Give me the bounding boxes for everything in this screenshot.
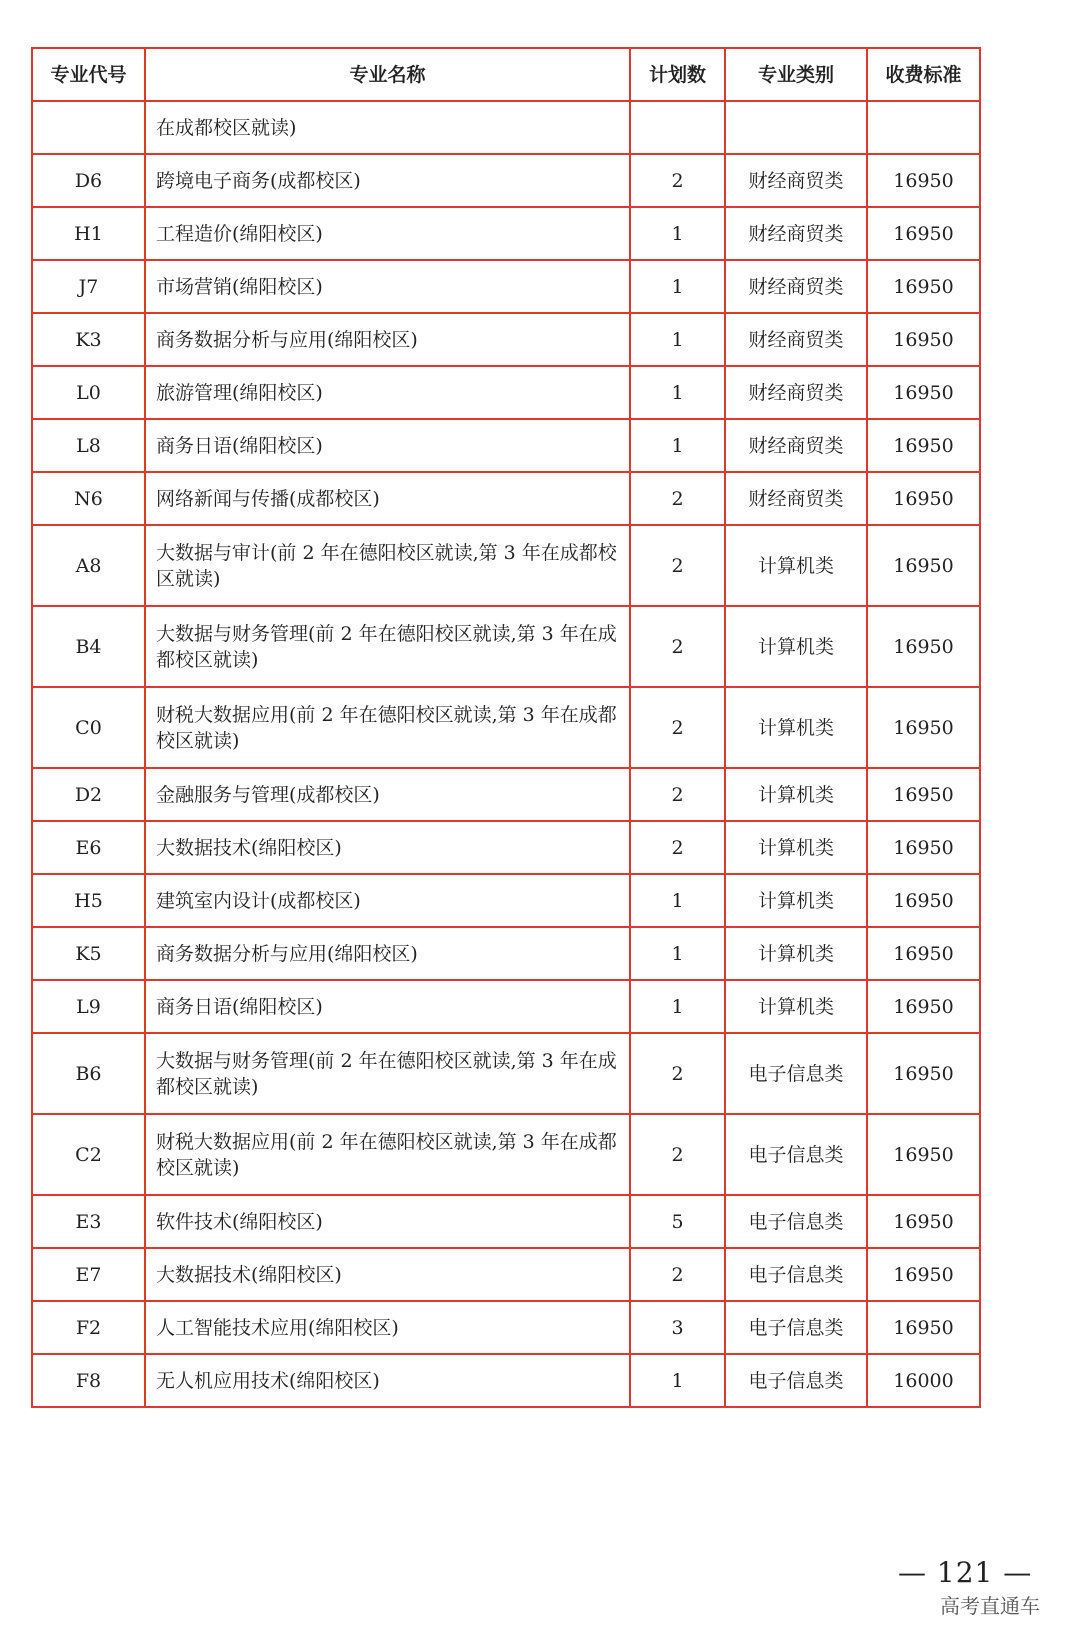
- cell-code: H5: [32, 874, 145, 927]
- cell-fee: 16950: [867, 874, 980, 927]
- header-name: 专业名称: [145, 48, 630, 101]
- table-row: [32, 1195, 980, 1248]
- table-row: [32, 768, 980, 821]
- cell-name: 网络新闻与传播(成都校区): [145, 472, 630, 525]
- cell-code: C0: [32, 687, 145, 768]
- cell-name: 大数据与审计(前 2 年在德阳校区就读,第 3 年在成都校区就读): [145, 525, 630, 606]
- cell-category: 计算机类: [725, 874, 867, 927]
- table-row: [32, 1301, 980, 1354]
- table-row: [32, 472, 980, 525]
- table-row: [32, 366, 980, 419]
- cell-fee: 16950: [867, 154, 980, 207]
- header-plan: 计划数: [630, 48, 725, 101]
- table-row: [32, 1354, 980, 1407]
- cell-name: 旅游管理(绵阳校区): [145, 366, 630, 419]
- cell-category: 财经商贸类: [725, 366, 867, 419]
- cell-plan: 2: [630, 821, 725, 874]
- cell-name: 商务日语(绵阳校区): [145, 980, 630, 1033]
- table-row: [32, 821, 980, 874]
- cell-fee: 16950: [867, 1033, 980, 1114]
- cell-fee: 16950: [867, 419, 980, 472]
- table-row: [32, 207, 980, 260]
- cell-category: 电子信息类: [725, 1033, 867, 1114]
- cell-name: 商务数据分析与应用(绵阳校区): [145, 313, 630, 366]
- table-row: [32, 927, 980, 980]
- cell-code: [32, 101, 145, 154]
- cell-category: [725, 101, 867, 154]
- cell-code: N6: [32, 472, 145, 525]
- table-row: [32, 1248, 980, 1301]
- cell-plan: 2: [630, 1033, 725, 1114]
- cell-plan: 1: [630, 927, 725, 980]
- cell-name: 大数据与财务管理(前 2 年在德阳校区就读,第 3 年在成都校区就读): [145, 1033, 630, 1114]
- table-row: [32, 980, 980, 1033]
- table-row: [32, 606, 980, 687]
- cell-plan: 1: [630, 1354, 725, 1407]
- cell-fee: 16950: [867, 207, 980, 260]
- cell-plan: 2: [630, 1114, 725, 1195]
- cell-plan: 1: [630, 874, 725, 927]
- cell-name: 大数据技术(绵阳校区): [145, 1248, 630, 1301]
- cell-code: L9: [32, 980, 145, 1033]
- cell-name: 建筑室内设计(成都校区): [145, 874, 630, 927]
- cell-name: 市场营销(绵阳校区): [145, 260, 630, 313]
- cell-fee: 16950: [867, 1301, 980, 1354]
- page-number: — 121 —: [898, 1556, 1033, 1589]
- cell-fee: [867, 101, 980, 154]
- cell-name: 财税大数据应用(前 2 年在德阳校区就读,第 3 年在成都校区就读): [145, 687, 630, 768]
- cell-category: 财经商贸类: [725, 419, 867, 472]
- cell-code: A8: [32, 525, 145, 606]
- cell-name: 金融服务与管理(成都校区): [145, 768, 630, 821]
- cell-category: 财经商贸类: [725, 260, 867, 313]
- cell-name: 跨境电子商务(成都校区): [145, 154, 630, 207]
- cell-category: 财经商贸类: [725, 472, 867, 525]
- cell-category: 财经商贸类: [725, 154, 867, 207]
- cell-fee: 16950: [867, 687, 980, 768]
- cell-fee: 16950: [867, 525, 980, 606]
- cell-name: 软件技术(绵阳校区): [145, 1195, 630, 1248]
- table-row: [32, 1114, 980, 1195]
- table-row: [32, 687, 980, 768]
- cell-fee: 16950: [867, 313, 980, 366]
- cell-fee: 16950: [867, 821, 980, 874]
- cell-fee: 16950: [867, 768, 980, 821]
- cell-fee: 16950: [867, 927, 980, 980]
- cell-fee: 16950: [867, 1114, 980, 1195]
- cell-fee: 16950: [867, 472, 980, 525]
- cell-name: 无人机应用技术(绵阳校区): [145, 1354, 630, 1407]
- cell-plan: 1: [630, 207, 725, 260]
- cell-plan: 2: [630, 687, 725, 768]
- cell-code: K5: [32, 927, 145, 980]
- cell-category: 财经商贸类: [725, 313, 867, 366]
- cell-plan: 1: [630, 313, 725, 366]
- cell-plan: 2: [630, 525, 725, 606]
- cell-plan: 2: [630, 606, 725, 687]
- cell-name: 在成都校区就读): [145, 101, 630, 154]
- cell-fee: 16950: [867, 366, 980, 419]
- cell-code: K3: [32, 313, 145, 366]
- cell-category: 计算机类: [725, 525, 867, 606]
- cell-plan: 5: [630, 1195, 725, 1248]
- cell-code: E3: [32, 1195, 145, 1248]
- cell-category: 电子信息类: [725, 1114, 867, 1195]
- cell-category: 计算机类: [725, 821, 867, 874]
- cell-code: D2: [32, 768, 145, 821]
- cell-category: 电子信息类: [725, 1248, 867, 1301]
- cell-name: 商务日语(绵阳校区): [145, 419, 630, 472]
- cell-name: 大数据与财务管理(前 2 年在德阳校区就读,第 3 年在成都校区就读): [145, 606, 630, 687]
- cell-fee: 16950: [867, 606, 980, 687]
- cell-category: 计算机类: [725, 687, 867, 768]
- cell-code: B4: [32, 606, 145, 687]
- cell-code: C2: [32, 1114, 145, 1195]
- cell-category: 计算机类: [725, 927, 867, 980]
- cell-code: F8: [32, 1354, 145, 1407]
- cell-category: 财经商贸类: [725, 207, 867, 260]
- cell-name: 工程造价(绵阳校区): [145, 207, 630, 260]
- cell-fee: 16950: [867, 260, 980, 313]
- watermark: 高考直通车: [940, 1594, 1040, 1618]
- table-row: [32, 874, 980, 927]
- table-row: [32, 260, 980, 313]
- table-row: [32, 525, 980, 606]
- table-row: [32, 313, 980, 366]
- cell-code: J7: [32, 260, 145, 313]
- cell-category: 电子信息类: [725, 1195, 867, 1248]
- cell-code: L0: [32, 366, 145, 419]
- cell-fee: 16000: [867, 1354, 980, 1407]
- cell-plan: 2: [630, 768, 725, 821]
- table-row: [32, 101, 980, 154]
- cell-code: B6: [32, 1033, 145, 1114]
- table-row: [32, 1033, 980, 1114]
- header-fee: 收费标准: [867, 48, 980, 101]
- header-category: 专业类别: [725, 48, 867, 101]
- cell-fee: 16950: [867, 1248, 980, 1301]
- cell-plan: 2: [630, 154, 725, 207]
- cell-category: 电子信息类: [725, 1301, 867, 1354]
- cell-name: 商务数据分析与应用(绵阳校区): [145, 927, 630, 980]
- cell-name: 人工智能技术应用(绵阳校区): [145, 1301, 630, 1354]
- cell-code: L8: [32, 419, 145, 472]
- cell-code: E6: [32, 821, 145, 874]
- table-header-row: [32, 48, 980, 101]
- cell-category: 电子信息类: [725, 1354, 867, 1407]
- cell-category: 计算机类: [725, 980, 867, 1033]
- cell-name: 大数据技术(绵阳校区): [145, 821, 630, 874]
- cell-code: E7: [32, 1248, 145, 1301]
- majors-table: [31, 47, 981, 1408]
- cell-category: 计算机类: [725, 768, 867, 821]
- cell-category: 计算机类: [725, 606, 867, 687]
- table-row: [32, 154, 980, 207]
- cell-plan: 1: [630, 260, 725, 313]
- cell-plan: 1: [630, 419, 725, 472]
- table-row: [32, 419, 980, 472]
- cell-fee: 16950: [867, 1195, 980, 1248]
- cell-plan: 1: [630, 980, 725, 1033]
- cell-fee: 16950: [867, 980, 980, 1033]
- cell-name: 财税大数据应用(前 2 年在德阳校区就读,第 3 年在成都校区就读): [145, 1114, 630, 1195]
- cell-plan: 2: [630, 472, 725, 525]
- cell-code: F2: [32, 1301, 145, 1354]
- cell-code: H1: [32, 207, 145, 260]
- cell-code: D6: [32, 154, 145, 207]
- header-code: 专业代号: [32, 48, 145, 101]
- cell-plan: 1: [630, 366, 725, 419]
- cell-plan: 3: [630, 1301, 725, 1354]
- cell-plan: 2: [630, 1248, 725, 1301]
- cell-plan: [630, 101, 725, 154]
